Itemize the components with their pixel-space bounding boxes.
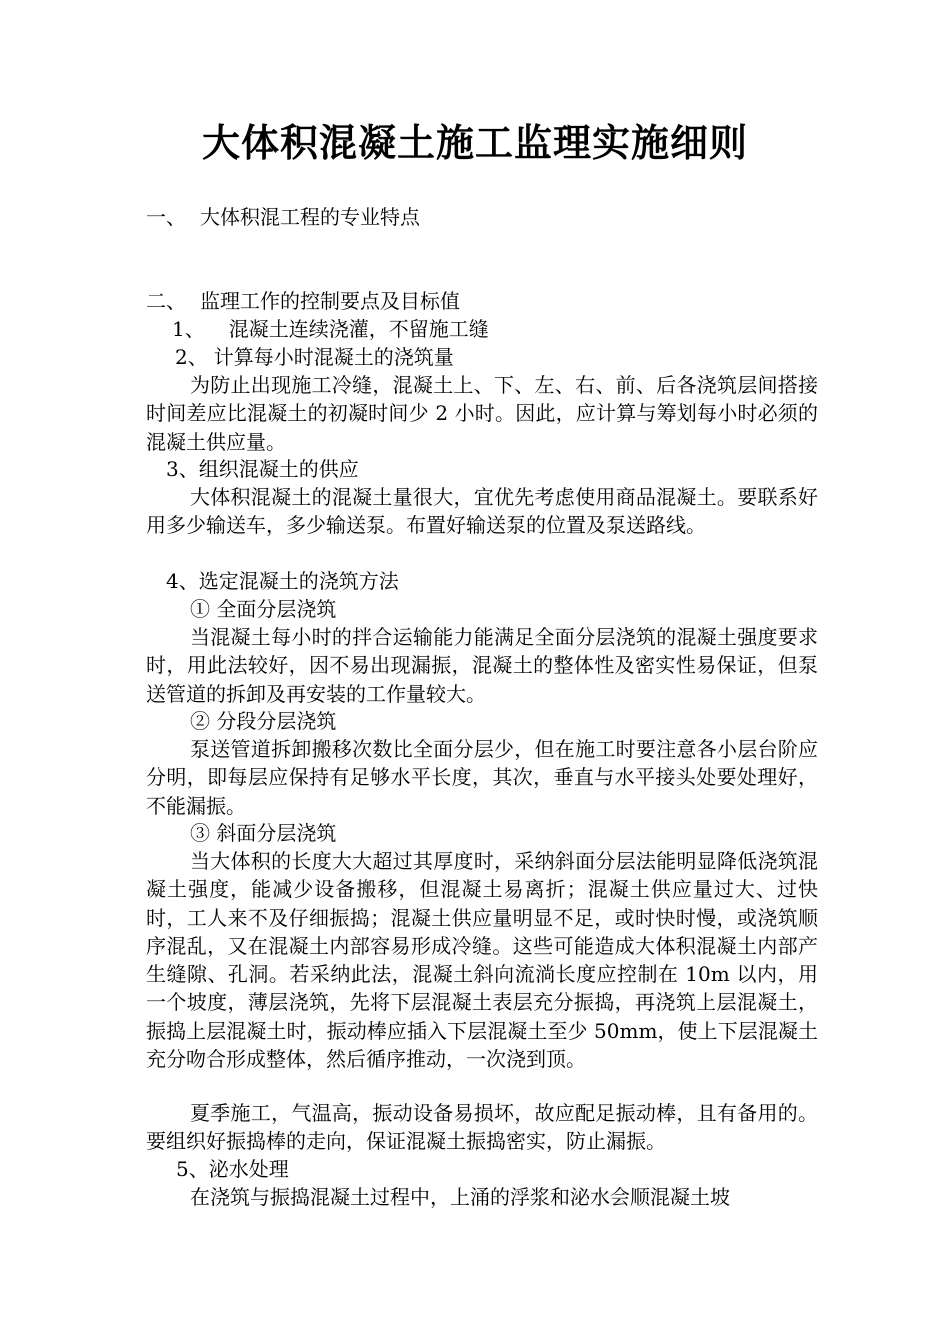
method-1-paragraph: 当混凝土每小时的拌合运输能力能满足全面分层浇筑的混凝土强度要求时，用此法较好，因不易出现漏振，混凝土的整体性及密实性易保证，但泵送管道的拆卸及再安装的工作量较大。 <box>146 625 818 706</box>
summer-construction-paragraph: 夏季施工，气温高，振动设备易损坏，故应配足振动棒，且有备用的。要组织好振捣棒的走向，保证混凝土振捣密实，防止漏振。 <box>146 1101 818 1154</box>
section-2-title: 监理工作的控制要点及目标值 <box>200 289 460 313</box>
section-2-heading <box>146 287 460 315</box>
section-1-title: 大体积混工程的专业特点 <box>200 205 420 229</box>
item-2-paragraph: 为防止出现施工冷缝，混凝土上、下、左、右、前、后各浇筑层间搭接时间差应比混凝土的初凝时间少 2 小时。因此，应计算与筹划每小时必须的混凝土供应量。 <box>146 373 818 454</box>
method-1-heading: ① 全面分层浇筑 <box>190 597 337 621</box>
method-3-paragraph: 当大体积的长度大大超过其厚度时，采纳斜面分层法能明显降低浇筑混凝土强度，能减少设备搬移，但混凝土易离折；混凝土供应量过大、过快时，工人来不及仔细振捣；混凝土供应量明显不足，或时快时慢，或浇筑顺序混乱，又在混凝土内部容易形成冷缝。这些可能造成大体积混凝土内部产生缝隙、孔洞。若采纳此法，混凝土斜向流淌长度应控制在 10m 以内，用一个坡度，薄层浇筑，先将下层混凝土表层充分振捣，再浇筑上层混凝土，振捣上层混凝土时，振动棒应插入下层混凝土至少 50mm，使上下层混凝土充分吻合形成整体，然后循序推动，一次浇到顶。 <box>146 849 818 1072</box>
item-5-paragraph: 在浇筑与振捣混凝土过程中，上涌的浮浆和泌水会顺混凝土坡 <box>190 1185 730 1209</box>
section-1-heading <box>146 203 420 231</box>
method-2-paragraph: 泵送管道拆卸搬移次数比全面分层少，但在施工时要注意各小层台阶应分明，即每层应保持有足够水平长度，其次，垂直与水平接头处要处理好，不能漏振。 <box>146 737 818 818</box>
item-1-heading <box>172 315 489 343</box>
item-2-text: 计算每小时混凝土的浇筑量 <box>213 345 454 369</box>
item-2-number: 2、 <box>175 345 208 369</box>
method-3-heading: ③ 斜面分层浇筑 <box>190 821 337 845</box>
item-1-text: 混凝土连续浇灌，不留施工缝 <box>228 317 489 341</box>
item-3-paragraph: 大体积混凝土的混凝土量很大，宜优先考虑使用商品混凝土。要联系好用多少输送车，多少输送泵。布置好输送泵的位置及泵送路线。 <box>146 485 818 538</box>
item-5-heading: 5、泌水处理 <box>176 1157 289 1181</box>
section-1-number: 一、 <box>146 205 186 229</box>
document-title: 大体积混凝土施工监理实施细则 <box>201 121 748 165</box>
item-2-heading <box>175 343 454 371</box>
item-1-number: 1、 <box>172 317 205 341</box>
section-2-number: 二、 <box>146 289 186 313</box>
method-2-heading: ② 分段分层浇筑 <box>190 709 337 733</box>
item-4-heading: 4、选定混凝土的浇筑方法 <box>166 569 399 593</box>
item-3-heading: 3、组织混凝土的供应 <box>166 457 359 481</box>
